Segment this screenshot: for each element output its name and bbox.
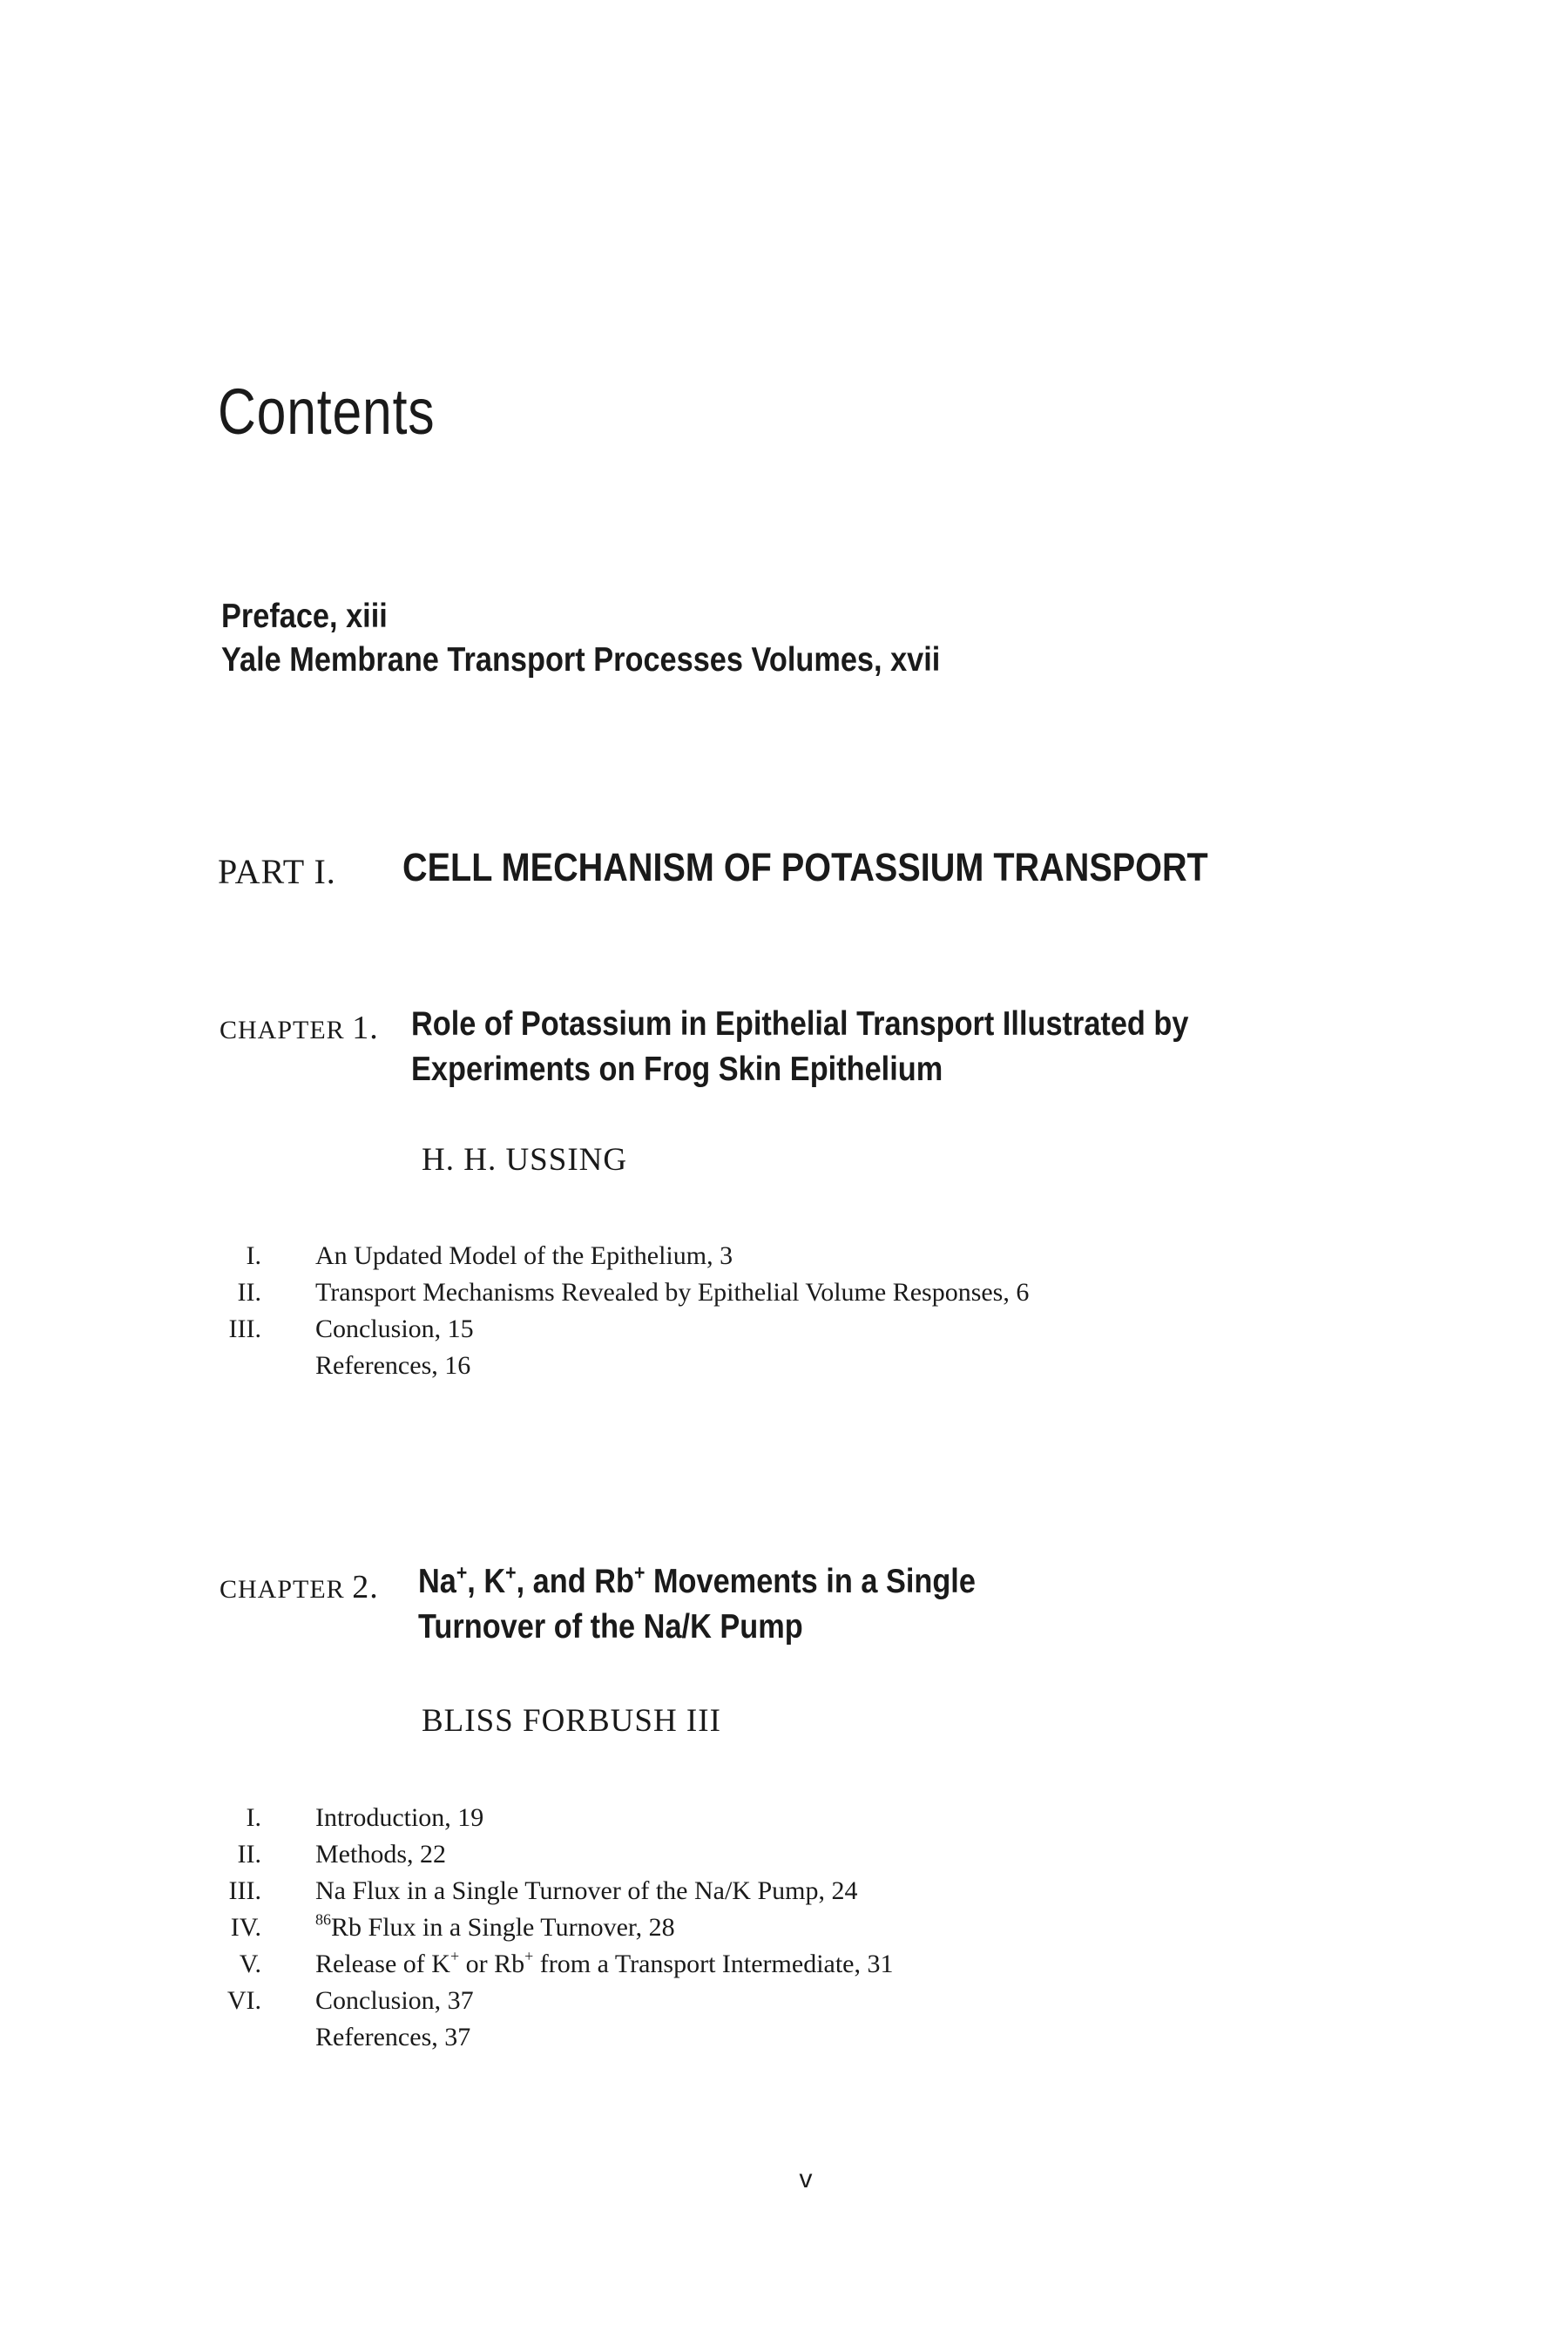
plus-superscript: + <box>449 1947 460 1965</box>
plus-superscript: + <box>456 1561 468 1585</box>
section-title: Na Flux in a Single Turnover of the Na/K Pump, 24 <box>315 1876 858 1905</box>
chapter-1-label <box>220 1009 379 1047</box>
rb-symbol: Rb <box>594 1563 634 1600</box>
chapter-1-title-line1: Role of Potassium in Epithelial Transport Illustrated by <box>411 1005 1189 1043</box>
k-symbol: K <box>483 1563 506 1600</box>
section-title-part-b: or Rb <box>459 1950 525 1978</box>
section-title: References, 16 <box>315 1351 471 1380</box>
chapter-1-title-line2: Experiments on Frog Skin Epithelium <box>411 1051 943 1088</box>
toc-row[interactable] <box>0 1278 1568 1313</box>
toc-row[interactable] <box>0 1840 1568 1875</box>
section-title-part-a: Release of K <box>315 1950 450 1978</box>
chapter-2-number: 2. <box>352 1569 379 1605</box>
chapter-1-number: 1. <box>352 1010 379 1046</box>
section-title: An Updated Model of the Epithelium, 3 <box>315 1241 733 1270</box>
chapter-2-label <box>220 1568 379 1606</box>
toc-row[interactable] <box>0 1947 1568 1984</box>
chapter-1-title[interactable] <box>411 1002 1188 1092</box>
section-roman: II. <box>237 1278 261 1307</box>
toc-row[interactable] <box>0 1315 1568 1349</box>
part-title[interactable]: CELL MECHANISM OF POTASSIUM TRANSPORT <box>402 845 1208 889</box>
page-title: Contents <box>218 375 436 448</box>
chapter-2-title[interactable] <box>418 1559 976 1650</box>
chapter-2-title-line2: Turnover of the Na/K Pump <box>418 1608 803 1646</box>
chapter-1-label-text: CHAPTER <box>220 1016 345 1044</box>
chapter-2-title-rest: Movements in a Single <box>652 1563 976 1600</box>
section-roman: III. <box>228 1315 261 1343</box>
chapter-2-author: BLISS FORBUSH III <box>422 1703 721 1739</box>
na-symbol: Na <box>418 1563 456 1600</box>
part-label: PART I. <box>218 852 336 891</box>
toc-row[interactable] <box>0 1876 1568 1911</box>
toc-row[interactable] <box>0 2023 1568 2058</box>
section-roman: III. <box>228 1876 261 1905</box>
toc-row[interactable] <box>0 1986 1568 2021</box>
section-title: References, 37 <box>315 2023 471 2051</box>
plus-superscript: + <box>505 1561 517 1585</box>
plus-superscript: + <box>633 1561 645 1585</box>
page-number: v <box>799 2165 813 2193</box>
yale-volumes-entry[interactable]: Yale Membrane Transport Processes Volumes, xvii <box>221 641 941 679</box>
section-title-part-c: from a Transport Intermediate, 31 <box>533 1950 894 1978</box>
isotope-superscript: 86 <box>315 1910 331 1929</box>
chapter-2-title-line1: Na+, K+, and Rb+ Movements in a Single <box>418 1561 976 1600</box>
section-title: Transport Mechanisms Revealed by Epithelial Volume Responses, 6 <box>315 1278 1030 1307</box>
section-roman: I. <box>246 1241 261 1270</box>
section-title: Conclusion, 15 <box>315 1315 474 1343</box>
section-roman: I. <box>246 1803 261 1832</box>
toc-row[interactable] <box>0 1351 1568 1386</box>
preface-entry[interactable]: Preface, xiii <box>221 598 388 635</box>
section-title-text: Rb Flux in a Single Turnover, 28 <box>331 1913 675 1942</box>
section-roman: V. <box>239 1950 261 1978</box>
section-title <box>315 1947 894 1979</box>
section-title <box>315 1910 675 1943</box>
toc-row[interactable] <box>0 1241 1568 1276</box>
section-roman: VI. <box>226 1986 261 2015</box>
toc-row[interactable] <box>0 1910 1568 1948</box>
chapter-2-label-text: CHAPTER <box>220 1575 345 1604</box>
plus-superscript: + <box>524 1947 534 1965</box>
section-title: Conclusion, 37 <box>315 1986 474 2015</box>
section-title: Introduction, 19 <box>315 1803 484 1832</box>
section-roman: IV. <box>230 1913 261 1942</box>
section-title: Methods, 22 <box>315 1840 446 1869</box>
section-roman: II. <box>237 1840 261 1869</box>
toc-row[interactable] <box>0 1803 1568 1838</box>
chapter-1-author: H. H. USSING <box>422 1142 628 1178</box>
